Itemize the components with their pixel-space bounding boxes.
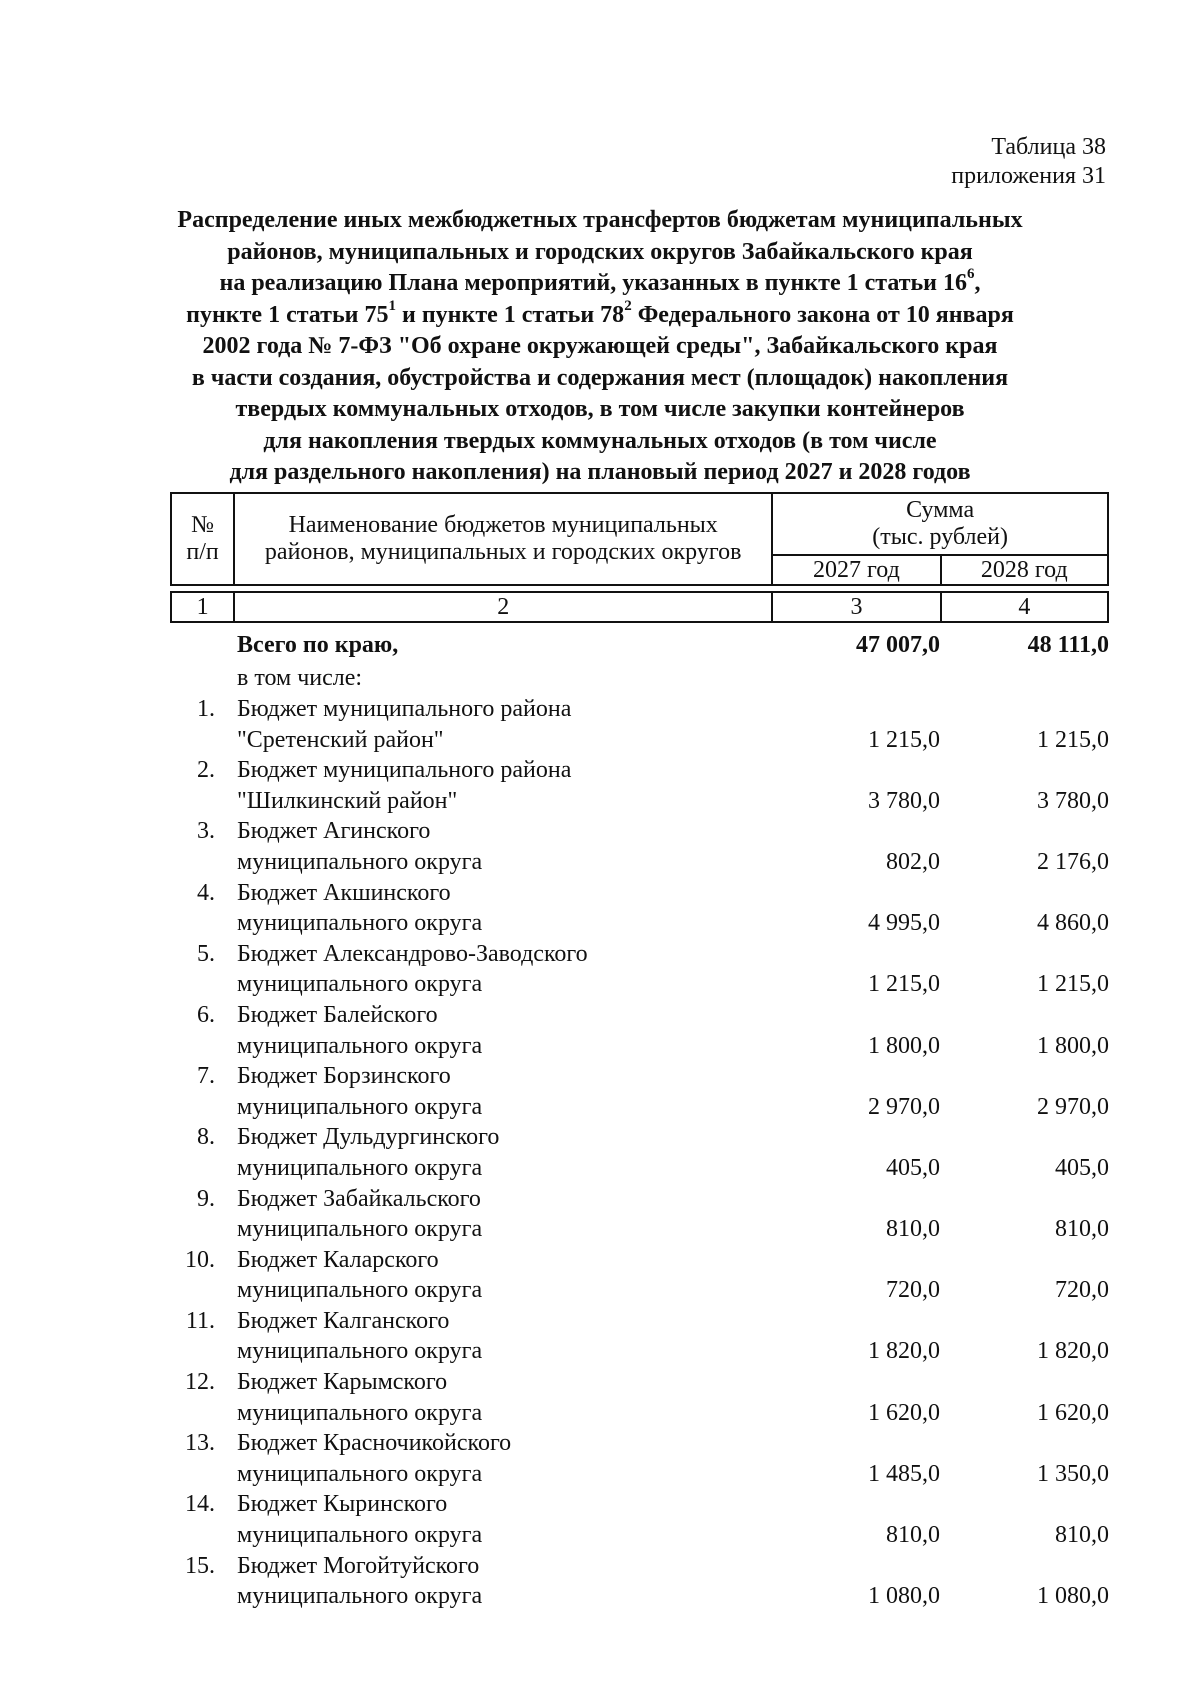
including-label: в том числе: <box>237 665 363 691</box>
row-number: 12. <box>185 1369 215 1396</box>
row-number: 9. <box>197 1185 215 1212</box>
title-line: на реализацию Плана мероприятий, указанных в пункте 1 статьи $16^6$, <box>219 266 981 296</box>
amount-2028: 4 860,0 <box>1037 910 1109 937</box>
amount-2028: 405,0 <box>1055 1154 1109 1181</box>
header-sum-cell: Сумма (тыс. рублей) <box>772 493 1108 555</box>
amount-2027: 2 970,0 <box>868 1093 940 1120</box>
column-number: 3 <box>772 592 940 622</box>
amount-2028: 1 215,0 <box>1037 971 1109 998</box>
column-number: 2 <box>234 592 772 622</box>
amount-2027: 1 080,0 <box>868 1583 940 1610</box>
amount-2028: 810,0 <box>1055 1216 1109 1243</box>
budget-name: Бюджет муниципального района "Шилкинский район" <box>237 757 572 814</box>
title-line: 2002 года № 7-ФЗ "Об охране окружающей среды", Забайкальского края <box>202 333 998 359</box>
table-row <box>170 1489 1109 1550</box>
budget-name: Бюджет муниципального района "Сретенский район" <box>237 696 572 753</box>
amount-2028: 1 620,0 <box>1037 1399 1109 1426</box>
amount-2027: 4 995,0 <box>868 910 940 937</box>
title-line: для раздельного накопления) на плановый период 2027 и 2028 годов <box>229 459 971 485</box>
header-year-2028: 2028 год <box>941 555 1108 585</box>
row-number: 10. <box>185 1246 215 1273</box>
header-year-2027: 2027 год <box>772 555 940 585</box>
budget-name: Бюджет Калганского муниципального округа <box>237 1307 483 1365</box>
row-number: 2. <box>197 757 215 784</box>
title-line: для накопления твердых коммунальных отходов (в том числе <box>263 427 937 454</box>
budget-name: Бюджет Акшинского муниципального округа <box>237 879 483 937</box>
table-row <box>170 755 1109 816</box>
table-row <box>170 1122 1109 1183</box>
amount-2028: 2 970,0 <box>1037 1093 1109 1120</box>
table-row <box>170 694 1109 755</box>
amount-2027: 720,0 <box>886 1277 940 1304</box>
table-row <box>170 1367 1109 1428</box>
budget-name: Бюджет Дульдургинского муниципального округа <box>237 1124 500 1181</box>
table-body <box>170 628 1109 1612</box>
table-number: Таблица 38 <box>991 134 1106 160</box>
amount-2028: 2 176,0 <box>1037 848 1109 875</box>
header-name-cell: Наименование бюджетов муниципальных районов, муниципальных и городских округов <box>234 493 772 585</box>
column-number: 1 <box>171 592 234 622</box>
title-line: твердых коммунальных отходов, в том числе закупки контейнеров <box>235 396 965 422</box>
table-row <box>170 1306 1109 1367</box>
row-number: 13. <box>185 1430 215 1457</box>
table-row <box>170 939 1109 1000</box>
amount-2027: 405,0 <box>886 1154 940 1181</box>
including-row <box>170 662 1109 694</box>
table-reference <box>951 133 1106 191</box>
row-number: 11. <box>185 1307 215 1334</box>
row-number: 1. <box>197 696 215 722</box>
document-title <box>130 205 1070 489</box>
total-2027: 47 007,0 <box>856 632 940 658</box>
table-header <box>170 492 1109 586</box>
title-line: Распределение иных межбюджетных трансфертов бюджетам муниципальных <box>177 207 1023 233</box>
column-number: 4 <box>941 592 1108 622</box>
table-row <box>170 1184 1109 1245</box>
title-line: районов, муниципальных и городских округов Забайкальского края <box>227 238 973 265</box>
budget-name: Бюджет Карымского муниципального округа <box>237 1369 483 1426</box>
title-line: пункте 1 статьи $75^1$ и пункте 1 статьи $78^2$ Федерального закона от 10 января <box>186 297 1014 328</box>
amount-2028: 1 215,0 <box>1037 726 1109 753</box>
amount-2027: 3 780,0 <box>868 787 940 814</box>
row-number: 5. <box>197 940 215 967</box>
column-numbers-row <box>170 591 1109 623</box>
table-row <box>170 1245 1109 1306</box>
amount-2028: 810,0 <box>1055 1522 1109 1549</box>
budget-name: Бюджет Забайкальского муниципального округа <box>237 1185 483 1243</box>
budget-name: Бюджет Красночикойского муниципального округа <box>237 1430 512 1487</box>
row-number: 6. <box>197 1001 215 1028</box>
row-number: 15. <box>185 1552 215 1579</box>
amount-2027: 1 820,0 <box>868 1338 940 1365</box>
amount-2028: 720,0 <box>1055 1277 1109 1304</box>
total-row <box>170 628 1109 662</box>
amount-2027: 1 620,0 <box>868 1399 940 1426</box>
table-row <box>170 878 1109 939</box>
budget-name: Бюджет Каларского муниципального округа <box>237 1246 483 1304</box>
amount-2028: 1 800,0 <box>1037 1032 1109 1059</box>
table-row <box>170 1428 1109 1489</box>
amount-2027: 810,0 <box>886 1216 940 1243</box>
total-2028: 48 111,0 <box>1027 632 1109 658</box>
appendix-number: приложения 31 <box>951 163 1106 189</box>
amount-2028: 1 350,0 <box>1037 1460 1109 1487</box>
budget-name: Бюджет Кыринского муниципального округа <box>237 1491 483 1549</box>
budget-name: Бюджет Александрово-Заводского муниципального округа <box>237 940 588 998</box>
table-row <box>170 816 1109 877</box>
amount-2028: 1 080,0 <box>1037 1583 1109 1610</box>
amount-2027: 802,0 <box>886 848 940 875</box>
amount-2027: 1 215,0 <box>868 971 940 998</box>
amount-2027: 1 800,0 <box>868 1032 940 1059</box>
total-label: Всего по краю, <box>237 632 399 658</box>
table-row <box>170 1551 1109 1612</box>
header-number-cell: № п/п <box>171 493 234 585</box>
amount-2028: 1 820,0 <box>1037 1338 1109 1365</box>
table-row <box>170 1000 1109 1061</box>
amount-2027: 1 485,0 <box>868 1460 940 1487</box>
amount-2027: 810,0 <box>886 1522 940 1549</box>
budget-name: Бюджет Агинского муниципального округа <box>237 818 483 875</box>
row-number: 14. <box>185 1491 215 1518</box>
table-row <box>170 1061 1109 1122</box>
amount-2027: 1 215,0 <box>868 726 940 753</box>
row-number: 4. <box>197 879 215 906</box>
budget-name: Бюджет Могойтуйского муниципального округа <box>237 1552 483 1610</box>
title-line: в части создания, обустройства и содержания мест (площадок) накопления <box>191 364 1009 391</box>
budget-rows <box>170 694 1109 1612</box>
budget-name: Бюджет Балейского муниципального округа <box>237 1001 483 1059</box>
amount-2028: 3 780,0 <box>1037 787 1109 814</box>
row-number: 3. <box>197 818 215 845</box>
row-number: 7. <box>197 1063 215 1090</box>
budget-name: Бюджет Борзинского муниципального округа <box>237 1063 483 1120</box>
row-number: 8. <box>197 1124 215 1151</box>
